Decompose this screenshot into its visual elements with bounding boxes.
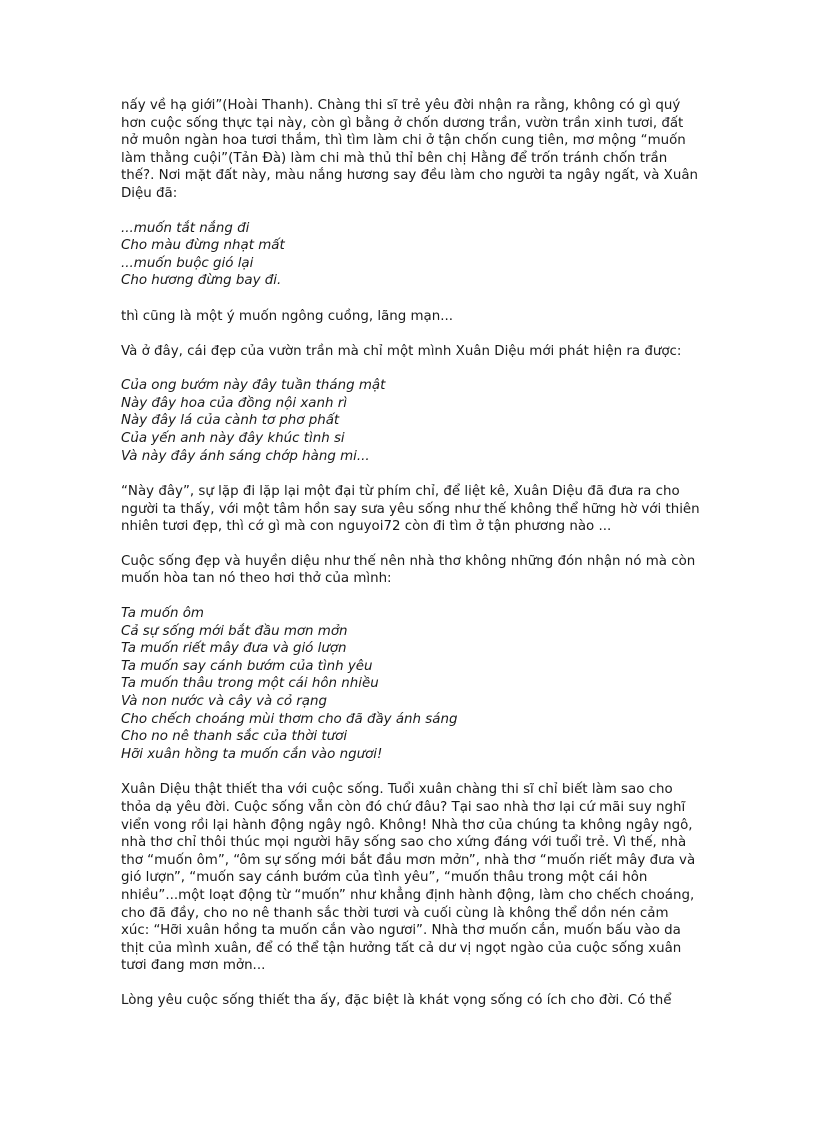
poem-line: Ta muốn ôm	[121, 606, 204, 622]
paragraph: “Này đây”, sự lặp đi lặp lại một đại từ phím chỉ, để liệt kê, Xuân Diệu đã đưa ra cho người ta thấy, với một tâm hồn say sưa yêu sống như thế không thể hững hờ với thiên nhiên tươi đẹp, thì cớ gì mà con nguyoi72 còn đi tìm ở tận phương nào ...	[121, 484, 700, 535]
poem-line: Này đây lá của cành tơ phơ phất	[121, 413, 340, 429]
paragraph: nấy về hạ giới”(Hoài Thanh). Chàng thi sĩ trẻ yêu đời nhận ra rằng, không có gì quý hơn cuộc sống thực tại này, còn gì bằng ở chốn dương trần, vườn trần xinh tươi, đất nở muôn ngàn hoa tươi thắm, thì tìm làm chi ở tận chốn cung tiên, mơ mộng “muốn làm thằng cuội”(Tản Đà) làm chi mà thủ thỉ bên chị Hằng để trốn tránh chốn trần thế?. Nơi mặt đất này, màu nắng hương say đều làm cho người ta ngây ngất, và Xuân Diệu đã:	[121, 98, 699, 201]
poem-line: ...muốn tắt nắng đi	[121, 220, 250, 236]
poem-line: Cho hương đừng bay đi.	[121, 273, 282, 289]
paragraph: Xuân Diệu thật thiết tha với cuộc sống. Tuổi xuân chàng thi sĩ chỉ biết làm sao cho thỏa dạ yêu đời. Cuộc sống vẫn còn đó chứ đâu? Tại sao nhà thơ lại cứ mãi suy nghĩ viển vong rồi lại hành động ngây ngô. Không! Nhà thơ của chúng ta không ngây ngô, nhà thơ chỉ thôi thúc mọi người hãy sống sao cho xứng đáng với tuổi trẻ. Vì thế, nhà thơ “muốn ôm”, “ôm sự sống mới bắt đầu mơn mởn”, nhà thơ “muốn riết mây đưa và gió lượn”, “muốn say cánh bướm của tình yêu”, “muốn thâu trong một cái hôn nhiều”...một loạt động từ “muốn” như khẳng định hành động, làm cho chếch choáng, cho đã đầy, cho no nê thanh sắc thời tươi và cuối cùng là không thể dồn nén cảm xúc: “Hỡi xuân hồng ta muốn cắn vào ngươi”. Nhà thơ muốn cắn, muốn bấu vào da thịt của mình xuân, để có thể tận hưởng tất cả dư vị ngọt ngào của cuộc sống xuân tươi đang mơn mởn...	[121, 782, 696, 974]
poem-stanza-2	[121, 377, 701, 465]
poem-line: Và non nước và cây và cỏ rạng	[121, 694, 328, 710]
poem-line: Này đây hoa của đồng nội xanh rì	[121, 395, 347, 411]
poem-line: Của yến anh này đây khúc tình si	[121, 430, 345, 446]
poem-line: ...muốn buộc gió lại	[121, 255, 254, 271]
poem-line: Cả sự sống mới bắt đầu mơn mởn	[121, 623, 348, 639]
poem-line: Và này đây ánh sáng chớp hàng mi...	[121, 448, 370, 464]
poem-line: Cho màu đừng nhạt mất	[121, 238, 285, 254]
poem-stanza-1	[121, 220, 701, 290]
paragraph: thì cũng là một ý muốn ngông cuồng, lãng mạn...	[121, 308, 454, 324]
poem-line: Cho no nê thanh sắc của thời tươi	[121, 729, 348, 745]
document-page	[121, 97, 701, 1027]
poem-line: Ta muốn thâu trong một cái hôn nhiều	[121, 676, 379, 692]
paragraph: Lòng yêu cuộc sống thiết tha ấy, đặc biệt là khát vọng sống có ích cho đời. Có thể	[121, 992, 672, 1008]
paragraph: Cuộc sống đẹp và huyền diệu như thế nên nhà thơ không những đón nhận nó mà còn muốn hòa tan nó theo hơi thở của mình:	[121, 553, 696, 587]
poem-line: Cho chếch choáng mùi thơm cho đã đầy ánh sáng	[121, 711, 458, 727]
poem-stanza-3	[121, 605, 701, 763]
paragraph: Và ở đây, cái đẹp của vườn trần mà chỉ một mình Xuân Diệu mới phát hiện ra được:	[121, 343, 682, 359]
poem-line: Ta muốn say cánh bướm của tình yêu	[121, 658, 373, 674]
poem-line: Của ong bướm này đây tuần tháng mật	[121, 378, 386, 394]
poem-line: Ta muốn riết mây đưa và gió lượn	[121, 641, 347, 657]
poem-line: Hỡi xuân hồng ta muốn cắn vào ngươi!	[121, 746, 383, 762]
